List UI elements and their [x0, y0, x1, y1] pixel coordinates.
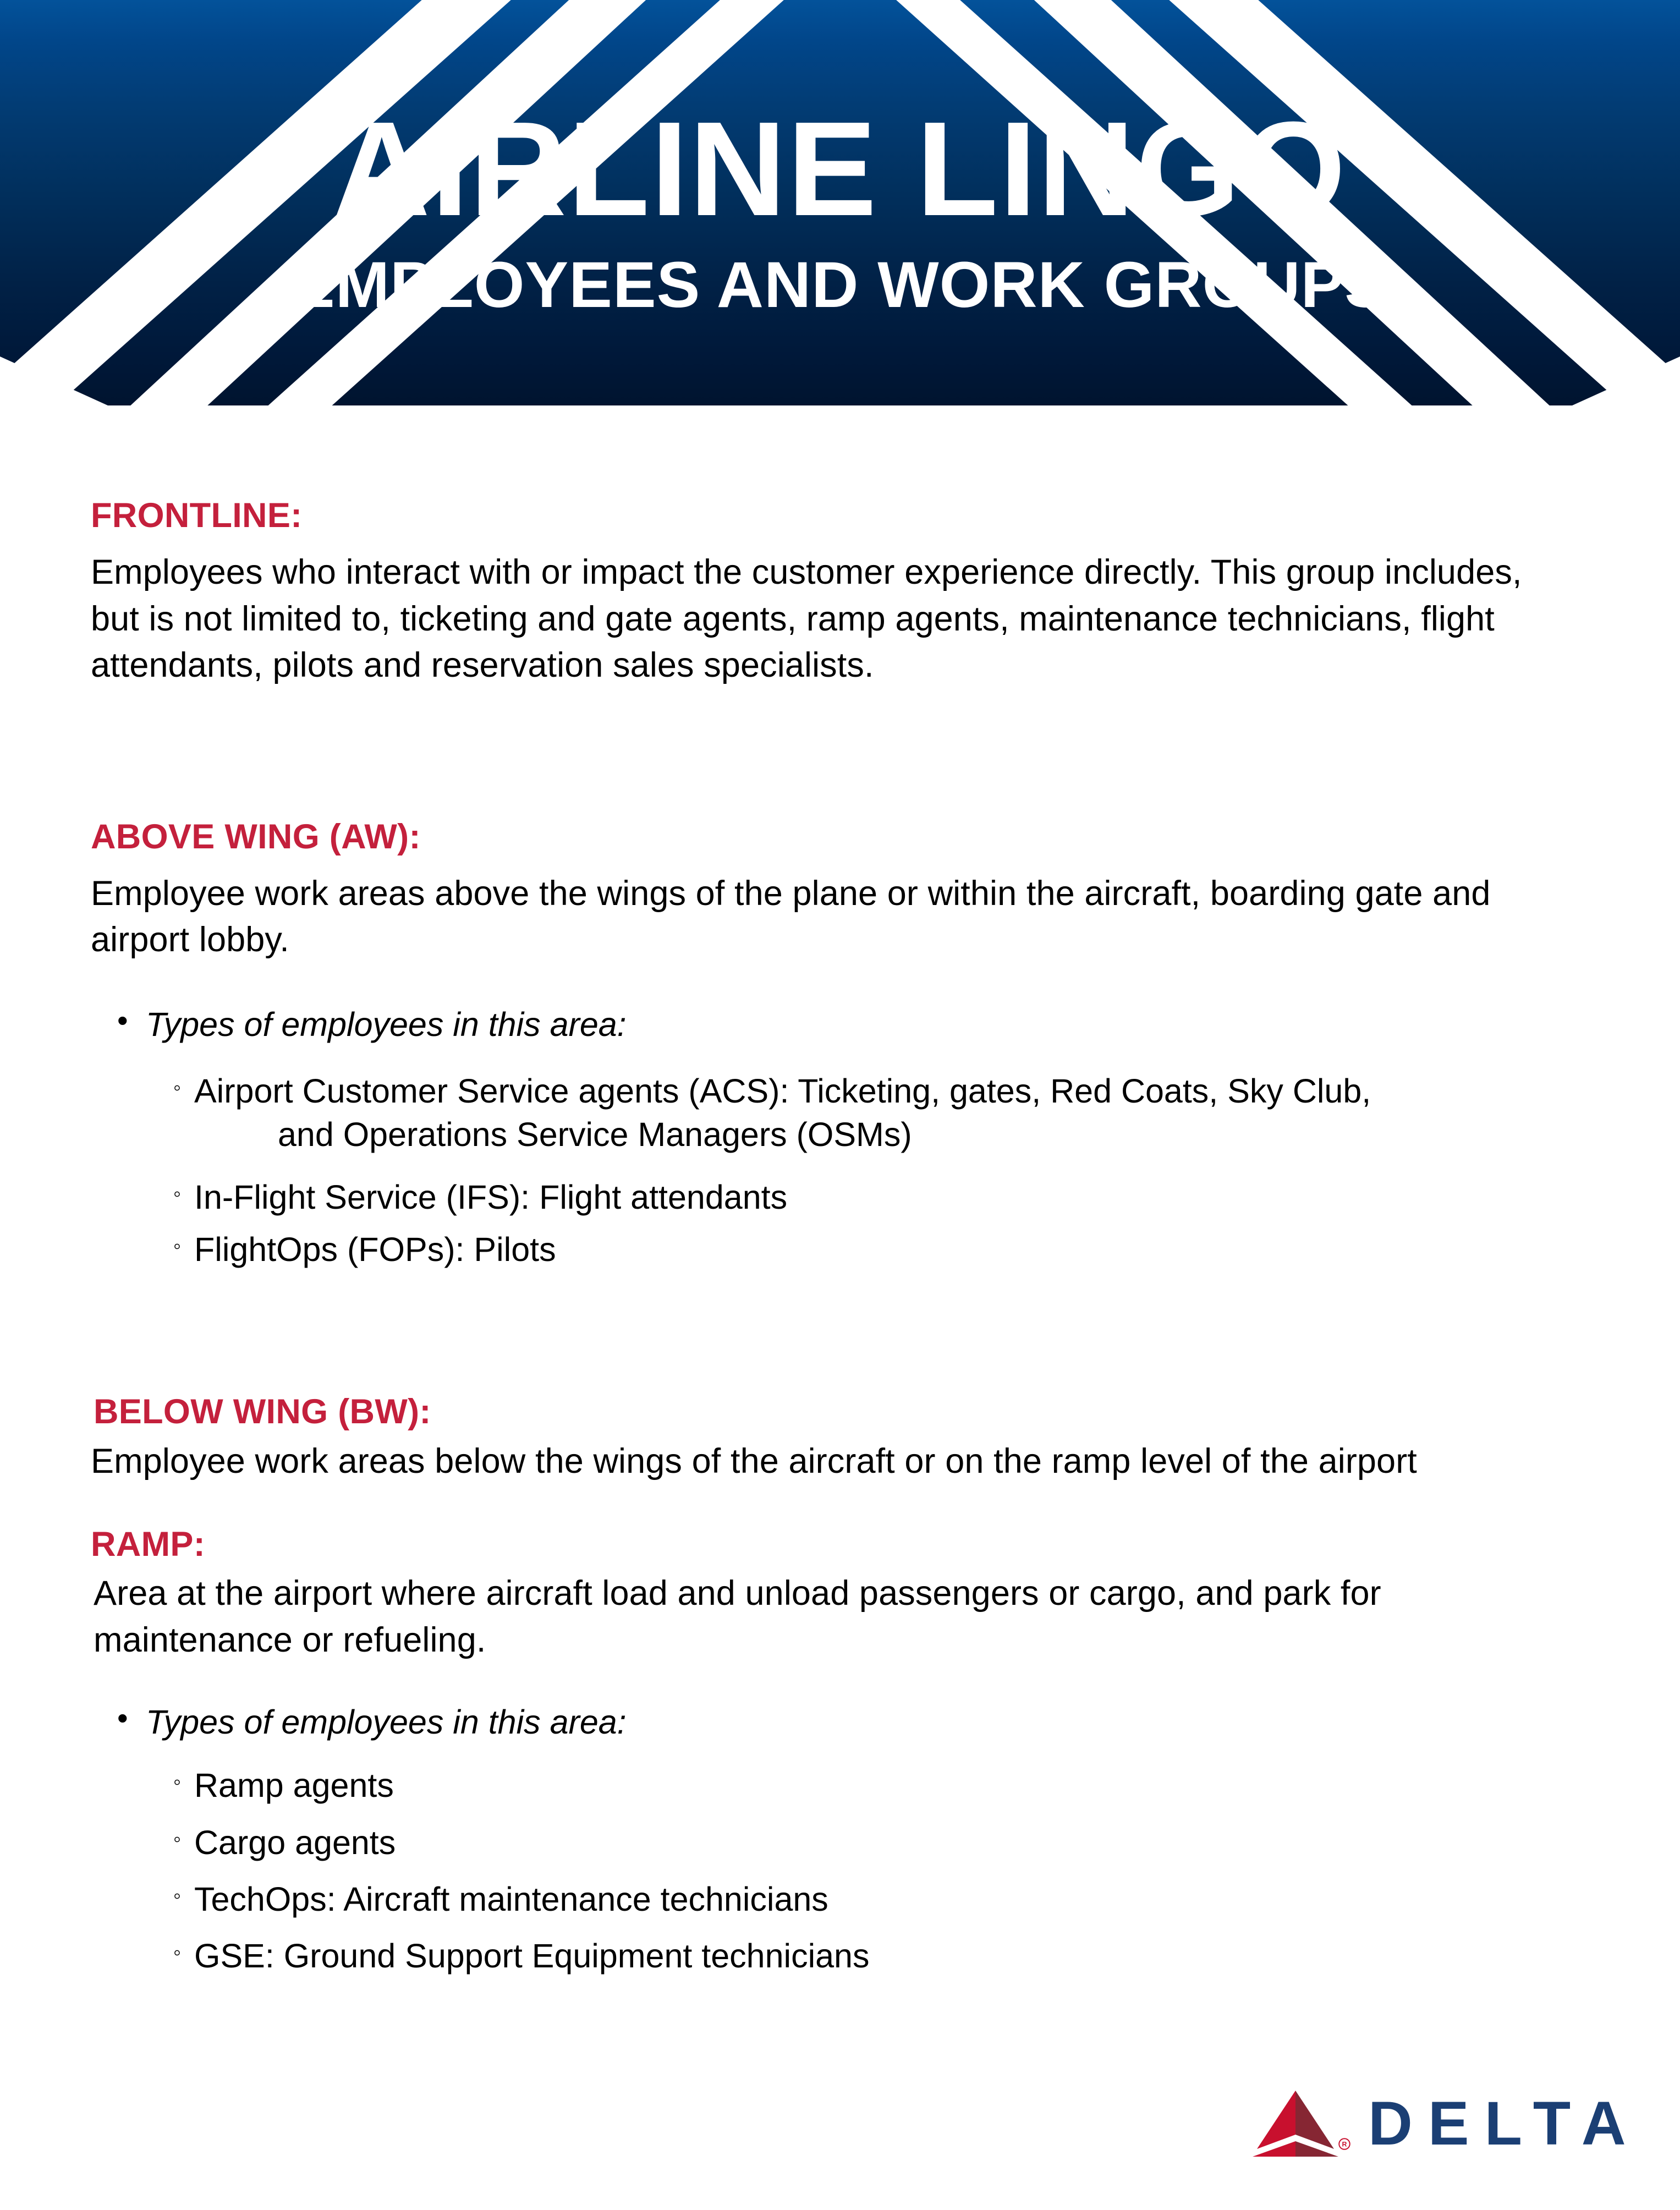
- bullet-circle-icon: ◦: [173, 1181, 182, 1206]
- list-item-label: TechOps: Aircraft maintenance technicians: [194, 1880, 828, 1918]
- registered-trademark-icon: [1337, 2137, 1352, 2151]
- list-item: [91, 1821, 1576, 1864]
- list-item: [91, 1764, 1576, 1807]
- section-paragraph-above-wing: Employee work areas above the wings of the plane or within the aircraft, boarding gate and airport lobby.: [91, 874, 1491, 959]
- header-banner: [0, 0, 1680, 405]
- section-paragraph-frontline: Employees who interact with or impact the customer experience directly. This group includes, but is not limited to, ticketing and gate agents, ramp agents, maintenance technicians, flight attendants, pilots and reservation sales specialists.: [91, 553, 1522, 685]
- bullet-dot-icon: •: [117, 1701, 128, 1736]
- list-item-label: Ramp agents: [194, 1767, 394, 1805]
- bullet-circle-icon: ◦: [173, 1075, 182, 1100]
- list-item-label: Types of employees in this area:: [146, 1005, 627, 1043]
- bullet-circle-icon: ◦: [173, 1883, 182, 1908]
- bullet-dot-icon: •: [117, 1002, 128, 1038]
- section-ramp: [91, 1484, 1576, 1978]
- stripe-group-right: [890, 0, 1680, 405]
- list-item: [91, 1934, 1576, 1978]
- list-item-label: GSE: Ground Support Equipment technicians: [194, 1937, 870, 1975]
- section-heading-above-wing: ABOVE WING (AW):: [91, 817, 421, 856]
- page-subtitle: EMPLOYEES AND WORK GROUPS: [291, 249, 1388, 321]
- list-item-label: Types of employees in this area:: [146, 1703, 627, 1741]
- page-title: AIRLINE LINGO: [333, 94, 1347, 244]
- section-heading-below-wing: BELOW WING (BW):: [94, 1392, 431, 1432]
- document-body: [0, 405, 1680, 1978]
- bullet-circle-icon: ◦: [173, 1940, 182, 1965]
- list-item: [91, 1176, 1587, 1219]
- stripe-group-left: [0, 0, 790, 405]
- bullet-circle-icon: ◦: [173, 1233, 182, 1258]
- delta-widget-icon: [1251, 2088, 1347, 2159]
- svg-text:R: R: [1342, 2140, 1347, 2148]
- bullet-circle-icon: ◦: [173, 1770, 182, 1795]
- list-item-label: Airport Customer Service agents (ACS): Ticketing, gates, Red Coats, Sky Club,: [194, 1072, 1371, 1110]
- section-paragraph-ramp: Area at the airport where aircraft load and unload passengers or cargo, and park for maintenance or refueling.: [94, 1574, 1381, 1659]
- list-item: [91, 1003, 1587, 1046]
- list-item: [91, 1228, 1587, 1271]
- section-below-wing: [91, 1271, 1601, 1484]
- section-paragraph-below-wing: Employee work areas below the wings of the aircraft or on the ramp level of the airport: [91, 1441, 1417, 1480]
- list-item: [91, 1878, 1576, 1921]
- list-item-label: Cargo agents: [194, 1823, 396, 1861]
- section-frontline: [91, 405, 1565, 689]
- bullet-circle-icon: ◦: [173, 1827, 182, 1851]
- banner-diagonal-stripes: [0, 0, 1680, 405]
- bullet-list-ramp: [91, 1701, 1576, 1978]
- list-item-label: FlightOps (FOPs): Pilots: [194, 1230, 556, 1268]
- section-heading-ramp: RAMP:: [91, 1524, 205, 1564]
- bullet-list-above-wing: [91, 1003, 1587, 1271]
- section-heading-frontline: FRONTLINE:: [91, 496, 303, 535]
- list-item: [91, 1701, 1576, 1744]
- delta-wordmark: DELTA: [1368, 2089, 1641, 2158]
- section-above-wing: [91, 689, 1587, 1272]
- list-item: [91, 1070, 1587, 1157]
- list-item-label: In-Flight Service (IFS): Flight attendants: [194, 1178, 788, 1216]
- list-item-label-continuation: and Operations Service Managers (OSMs): [278, 1116, 912, 1154]
- delta-logo: [1251, 2085, 1642, 2162]
